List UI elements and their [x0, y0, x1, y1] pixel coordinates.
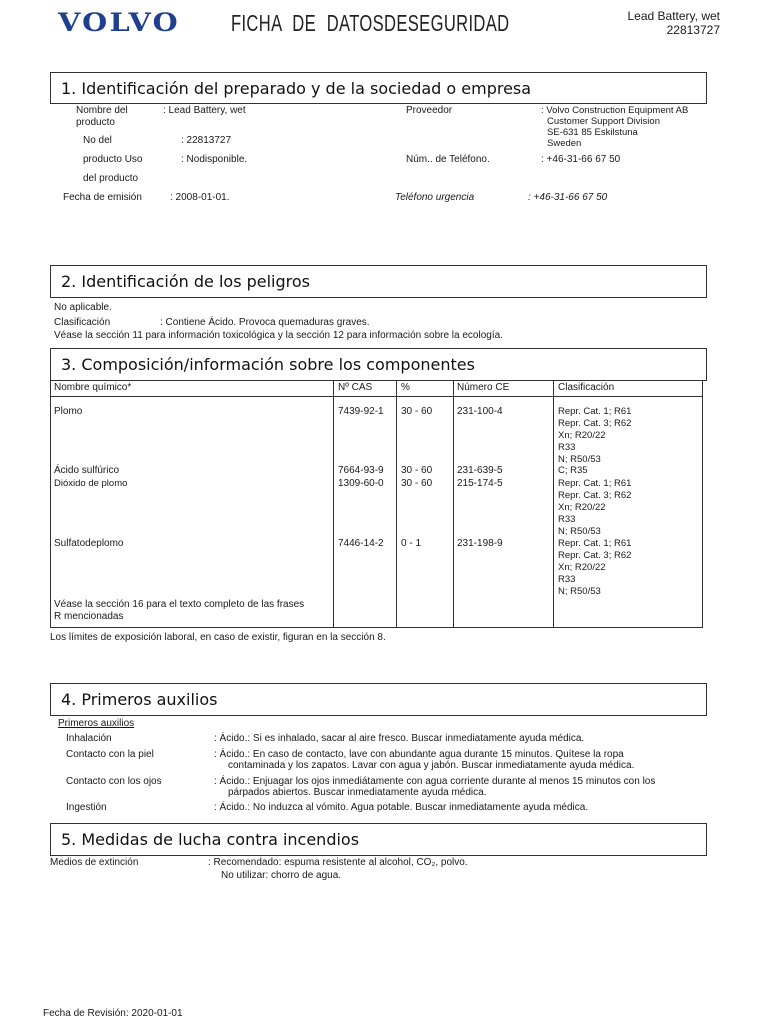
section-4-heading: 4. Primeros auxilios: [50, 683, 707, 716]
col-header-cas: Nº CAS: [338, 382, 373, 393]
document-title: FICHA DE DATOSDESEGURIDAD: [231, 10, 510, 36]
row-pct: 30 - 60: [401, 465, 433, 476]
row-name: Plomo: [54, 406, 83, 417]
revision-date: Fecha de Revisión: 2020-01-01: [43, 1008, 183, 1019]
section-1-heading: 1. Identificación del preparado y de la sociedad o empresa: [50, 72, 707, 104]
fecha-emision-label: Fecha de emisión: [63, 192, 142, 203]
telefono-label: Núm.. de Teléfono.: [406, 154, 490, 165]
first-aid-text: : Ácido.: Enjuagar los ojos inmediátamente con agua corriente durante al menos 15 minutos con los: [214, 776, 656, 787]
table-note-line-1: Véase la sección 16 para el texto completo de las frases: [54, 599, 305, 610]
nombre-value: : Lead Battery, wet: [163, 105, 246, 116]
section-3-heading: 3. Composición/información sobre los componentes: [50, 348, 707, 381]
col-header-pct: %: [401, 382, 410, 393]
row-clas-line: N; R50/53: [558, 454, 601, 465]
row-name: Dióxido de plomo: [54, 478, 128, 489]
row-clas-line: Repr. Cat. 1; R61: [558, 538, 632, 549]
first-aid-text: párpados abiertos. Buscar inmediatamente ayuda médica.: [228, 787, 487, 798]
row-clas-line: Repr. Cat. 3; R62: [558, 490, 632, 501]
first-aid-label: Ingestión: [66, 802, 107, 813]
urgencia-value: : +46-31-66 67 50: [528, 192, 608, 203]
row-clas-line: Xn; R20/22: [558, 502, 606, 513]
row-clas-line: C; R35: [558, 465, 588, 476]
telefono-value: : +46-31-66 67 50: [541, 154, 621, 165]
urgencia-label: Teléfono urgencia: [395, 192, 475, 203]
row-clas-line: Repr. Cat. 3; R62: [558, 550, 632, 561]
row-cas: 1309-60-0: [338, 478, 384, 489]
row-ce: 215-174-5: [457, 478, 503, 489]
row-name: Sulfatodeplomo: [54, 538, 124, 549]
proveedor-line-2: Customer Support Division: [547, 116, 660, 127]
first-aid-text: : Ácido.: En caso de contacto, lave con abundante agua durante 15 minutos. Quítese la ropa: [214, 749, 624, 760]
row-ce: 231-198-9: [457, 538, 503, 549]
vease-seccion-text: Véase la sección 11 para información toxicológica y la sección 12 para información sobre la ecología.: [54, 330, 503, 341]
first-aid-text: contaminada y los zapatos. Lavar con agua y jabón. Buscar inmediatamente ayuda médica.: [228, 760, 635, 771]
medios-extincion-value: : Recomendado: espuma resistente al alcohol, CO₂, polvo.: [208, 857, 468, 868]
row-ce: 231-639-5: [457, 465, 503, 476]
row-clas-line: Xn; R20/22: [558, 430, 606, 441]
header-product-code: 22813727: [666, 23, 720, 37]
uso-label-2: del producto: [83, 173, 139, 184]
section-2-heading: 2. Identificación de los peligros: [50, 265, 707, 298]
medios-extincion-label: Medios de extinción: [50, 857, 139, 868]
first-aid-label: Contacto con los ojos: [66, 776, 162, 787]
uso-value: : Nodisponible.: [181, 154, 248, 165]
nombre-label-2: producto: [76, 117, 115, 128]
proveedor-line-4: Sweden: [547, 138, 582, 149]
exposure-limits-note: Los límites de exposición laboral, en caso de existir, figuran en la sección 8.: [50, 632, 386, 643]
no-utilizar-text: No utilizar: chorro de agua.: [221, 870, 342, 881]
no-label: No del: [83, 135, 112, 146]
col-header-ce: Número CE: [457, 382, 510, 393]
row-clas-line: Repr. Cat. 1; R61: [558, 406, 632, 417]
row-ce: 231-100-4: [457, 406, 503, 417]
no-value: : 22813727: [181, 135, 232, 146]
header-product: Lead Battery, wet: [627, 9, 720, 23]
row-cas: 7446-14-2: [338, 538, 384, 549]
primeros-auxilios-subheading: Primeros auxilios: [58, 718, 135, 729]
section-5-heading: 5. Medidas de lucha contra incendios: [50, 823, 707, 856]
row-clas-line: Repr. Cat. 1; R61: [558, 478, 632, 489]
row-clas-line: Xn; R20/22: [558, 562, 606, 573]
row-pct: 30 - 60: [401, 478, 433, 489]
row-clas-line: Repr. Cat. 3; R62: [558, 418, 632, 429]
col-header-clasificacion: Clasificación: [558, 382, 615, 393]
row-name: Ácido sulfúrico: [54, 465, 120, 476]
first-aid-text: : Ácido.: Si es inhalado, sacar al aire fresco. Buscar inmediatamente ayuda médica.: [214, 733, 585, 744]
clasificacion-label: Clasificación: [54, 317, 111, 328]
proveedor-line-1: : Volvo Construction Equipment AB: [541, 105, 689, 116]
proveedor-line-3: SE-631 85 Eskilstuna: [547, 127, 638, 138]
row-clas-line: R33: [558, 574, 576, 585]
row-clas-line: R33: [558, 514, 576, 525]
first-aid-text: : Ácido.: No induzca al vómito. Agua potable. Buscar inmediatamente ayuda médica.: [214, 802, 589, 813]
fecha-emision-value: : 2008-01-01.: [170, 192, 230, 203]
row-cas: 7664-93-9: [338, 465, 384, 476]
uso-label: producto Uso: [83, 154, 143, 165]
row-pct: 0 - 1: [401, 538, 422, 549]
row-clas-line: N; R50/53: [558, 586, 601, 597]
row-cas: 7439-92-1: [338, 406, 384, 417]
nombre-label: Nombre del: [76, 105, 128, 116]
volvo-logo: VOLVO: [58, 8, 181, 37]
first-aid-label: Inhalación: [66, 733, 112, 744]
first-aid-label: Contacto con la piel: [66, 749, 154, 760]
clasificacion-value: : Contiene Ácido. Provoca quemaduras graves.: [160, 317, 370, 328]
row-clas-line: N; R50/53: [558, 526, 601, 537]
row-clas-line: R33: [558, 442, 576, 453]
proveedor-label: Proveedor: [406, 105, 453, 116]
col-header-nombre: Nombre químico*: [54, 382, 132, 393]
table-note-line-2: R mencionadas: [54, 611, 124, 622]
no-aplicable-text: No aplicable.: [54, 302, 112, 313]
row-pct: 30 - 60: [401, 406, 433, 417]
